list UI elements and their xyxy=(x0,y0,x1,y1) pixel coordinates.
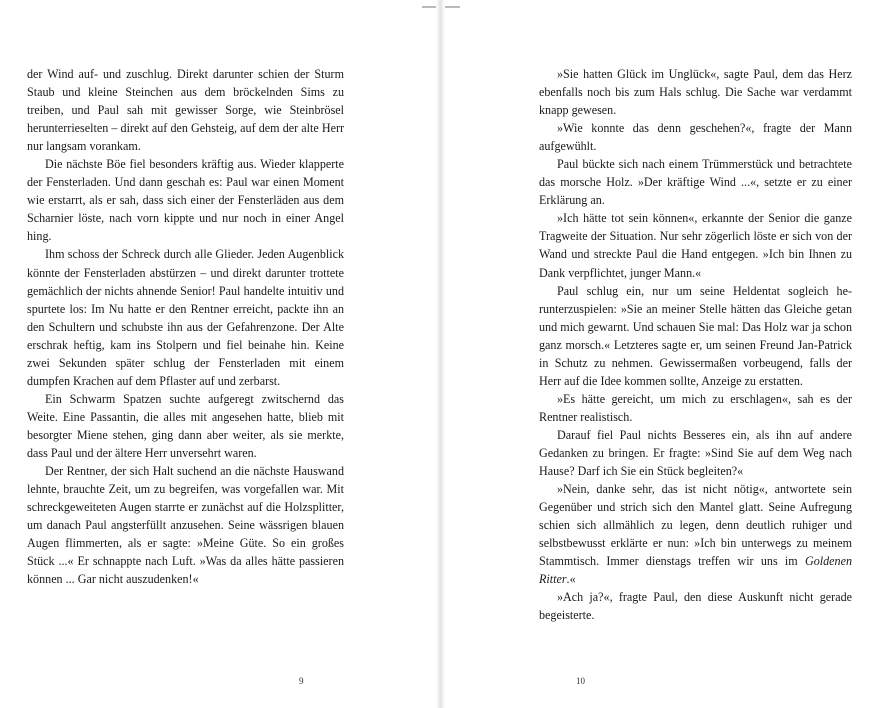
left-page xyxy=(27,65,344,588)
paragraph: Darauf fiel Paul nichts Besseres ein, als ihn auf andere Gedanken zu bringen. Er fragte: »Sind Sie auf dem Weg nach Hause? Darf ich Sie ein Stück begleiten?« xyxy=(539,427,852,479)
paragraph: Paul bückte sich nach einem Trümmerstück und betrachtete das morsche Holz. »Der kräftige Wind ...«, setzte er zu einer Erklärung an. xyxy=(539,157,852,208)
page-number-left: 9 xyxy=(299,676,304,686)
inn-name: Goldenen Ritter xyxy=(539,554,852,587)
paragraph: Der Rentner, der sich Halt suchend an die nächste Hauswand lehnte, brauchte Zeit, um zu begreifen, was vorgefallen war. Mit schreckgeweiteten Augen starrte er zunächst auf die Holzsplitter, um danach Paul angsterfüllt anzusehen. Seine wässrigen blauen Augen flimmerten, als er sagte: »Meine Güte. So ein großes Stück ...« Er schnappte nach Luft. »Was da alles hätte passieren können ... Gar nicht auszudenken!« xyxy=(27,464,344,587)
paragraph: Ein Schwarm Spatzen suchte aufgeregt zwitschernd das Weite. Eine Passantin, die alles mit angesehen hatte, blieb mit besorgter Miene stehen, ging dann aber weiter, als sie merkte, dass Paul und der ältere Herr unversehrt waren. xyxy=(27,391,344,460)
paragraph: Ihm schoss der Schreck durch alle Glieder. Jeden Augenblick könnte der Fensterladen abstürzen – und direkt darunter trottete gemächlich der nichts ahnende Senior! Paul handelte intuitiv und spurtete los: Im Nu hatte er den Rentner erreicht, packte ihn an den Schultern und schubste ihn aus der Gefahrenzone. Der Alte erschrak heftig, kam ins Stolpern und fiel beinahe hin. Keine zwei Sekunden später schlug der Fensterladen mit einem dumpfen Krachen auf dem Pflaster auf und zerbarst. xyxy=(27,247,344,388)
paragraph: »Ach ja?«, fragte Paul, den diese Auskunft nicht gerade begeisterte. xyxy=(539,590,852,623)
book-gutter xyxy=(436,0,445,708)
right-page xyxy=(539,65,852,624)
page-number-right: 10 xyxy=(576,676,585,686)
paragraph: der Wind auf- und zuschlug. Direkt darunter schien der Sturm Staub und kleine Steinchen aus dem bröckelnden Sims zu treiben, und Paul sah mit gewisser Sorge, wie Steinbrösel herunterrieselten – direkt auf den Gehsteig, auf dem der alte Herr nur langsam vorankam. xyxy=(27,67,344,154)
paragraph: »Nein, danke sehr, das ist nicht nötig«, antwortete sein Gegenüber und strich sich den Mantel glatt. Seine Aufregung schien sich allmählich zu legen, denn deutlich ruhiger und selbstbewusst erklärte er nun: »Ich bin unterwegs zu meinem Stammtisch. Immer dienstags treffen wir uns im Goldenen Ritter.« xyxy=(539,482,852,587)
paragraph: Die nächste Böe fiel besonders kräftig aus. Wieder klapperte der Fensterladen. Und dann geschah es: Paul war einen Moment wie erstarrt, als er sah, dass sich einer der Fensterläden aus dem Scharnier löste, nach vorn kippte und nur noch in einer Angel hing. xyxy=(27,157,344,244)
paragraph: »Sie hatten Glück im Unglück«, sagte Paul, dem das Herz ebenfalls noch bis zum Hals schlug. Die Sache war verdammt knapp gewesen. xyxy=(539,67,852,118)
paragraph: »Ich hätte tot sein können«, erkannte der Senior die ganze Tragweite der Situation. Nur sehr zögerlich löste er sich von der Wand und streckte Paul die Hand entgegen. »Ich bin Ihnen zu Dank verpflichtet, junger Mann.« xyxy=(539,211,852,280)
paragraph: »Es hätte gereicht, um mich zu erschlagen«, sah es der Rentner realistisch. xyxy=(539,391,852,424)
paragraph: Paul schlug ein, nur um seine Heldentat sogleich herunterzuspielen: »Sie an meiner Stelle hätten das Gleiche getan und mich gewarnt. Und schauen Sie mal: Das Holz war ja schon ganz morsch.« Letzteres sagte er, um seinen Freund Jan-Patrick in Schutz zu nehmen. Gewissermaßen vorbeugend, falls der Herr auf die Idee kommen sollte, Anzeige zu erstatten. xyxy=(539,283,852,388)
paragraph: »Wie konnte das denn geschehen?«, fragte der Mann aufgewühlt. xyxy=(539,121,852,154)
